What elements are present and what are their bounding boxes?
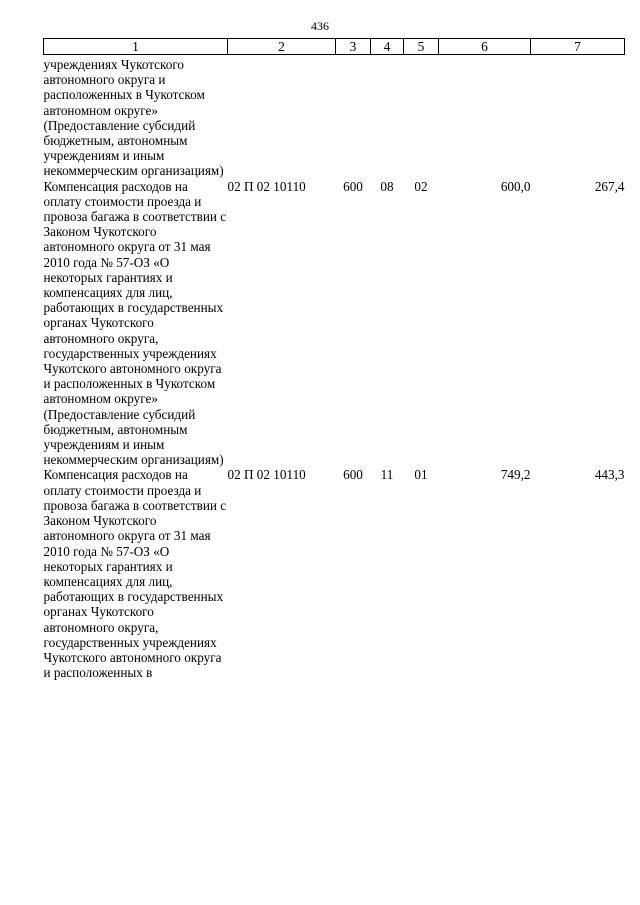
row-expense-type: 600 [343,178,363,194]
row-name: Компенсация расходов на оплату стоимости проезда и провоза багажа в соответствии с Законом Чукотского автономного округа от 31 мая 2010 года № 57-ОЗ «О некоторых гарантиях и компенсациях для лиц, работающих в государственных органах Чукотского автономного округа, государственных учреждениях Чукотского автономного округа и расположенных в Чукотском автономном округе» (Предоставление субсидий бюджетным, автономным учреждениям и иным некоммерческим организациям) [43,178,227,468]
table-row [44,467,625,680]
row-amount-plan: 749,2 [500,467,531,483]
table-row [44,179,625,468]
row-amount-plan: 600,0 [500,178,531,194]
row-subsection [404,55,439,179]
row-code: 02 П 02 10110 [227,178,306,194]
row-amount-actual: 267,4 [594,178,625,194]
page-number: 436 [311,19,329,33]
row-name: учреждениях Чукотского автономного округа и расположенных в Чукотском автономном округе» (Предоставление субсидий бюджетным, автономным учреждениям и иным некоммерческим организациям) [43,57,224,179]
column-header-6: 6 [439,39,531,55]
table-row [44,55,625,179]
row-section: 11 [380,467,394,483]
column-header-2: 2 [228,39,336,55]
row-subsection: 02 [414,178,428,194]
row-expense-type: 600 [343,467,363,483]
row-expense-type [336,55,371,179]
column-header-7: 7 [531,39,625,55]
column-header-4: 4 [371,39,404,55]
row-amount-actual [531,55,625,179]
row-section [371,55,404,179]
row-name: Компенсация расходов на оплату стоимости проезда и провоза багажа в соответствии с Законом Чукотского автономного округа от 31 мая 2010 года № 57-ОЗ «О некоторых гарантиях и компенсациях для лиц, работающих в государственных органах Чукотского автономного округа, государственных учреждениях Чукотского автономного округа и расположенных в [43,467,227,681]
row-code [228,55,336,179]
column-header-3: 3 [336,39,371,55]
row-amount-actual: 443,3 [594,467,625,483]
header-row [44,39,625,55]
budget-table [43,38,625,680]
row-subsection: 01 [414,467,428,483]
row-amount-plan [439,55,531,179]
row-code: 02 П 02 10110 [227,467,306,483]
column-header-5: 5 [404,39,439,55]
column-header-1: 1 [44,39,228,55]
row-section: 08 [380,178,394,194]
